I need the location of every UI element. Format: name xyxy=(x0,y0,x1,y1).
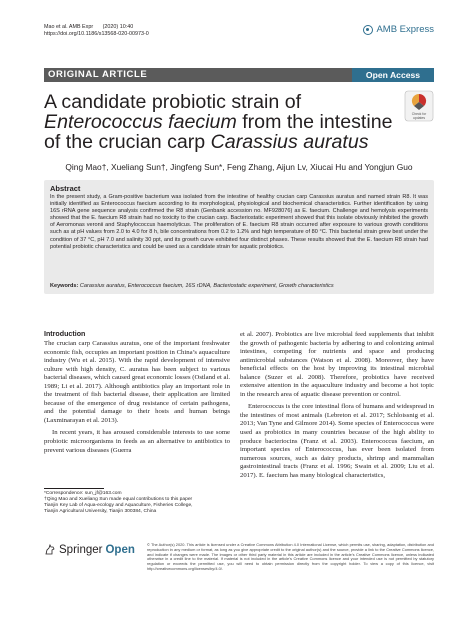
brand-name: AMB Express xyxy=(376,24,434,35)
journal-brand xyxy=(363,24,434,35)
introduction-heading: Introduction xyxy=(44,330,86,338)
year-line: (2020) 10:40 xyxy=(102,24,134,30)
publisher-open: Open xyxy=(105,544,135,556)
right-paragraph-2: Enterococcus is the core intestinal flora of humans and widespread in the intestines of most animals (Lebreton et al. 2017; Schloissnig et al. 2013; Van Tyne and Gilmore 2014). Some species of Enterococcus were used as probiotics in many countries because of the high ability to produce bacteriocins (Franz et al. 2003). Enterococcus faecium, an important species of Enterococcus, has ever been isolated from numerous sources, such as dairy products, shrimp and mammalian gastrointestinal tracts (Franz et al. 1996; Swain et al. 2009; Liu et al. 2017). E. faecium has many biological characteristics, xyxy=(240,403,434,479)
license-text: © The Author(s) 2020. This article is licensed under a Creative Commons Attribution 4.0 International License, which permits use, sharing, adaptation, distribution and reproduction in any medium or format, as long as you give appropriate credit to the original author(s) and the source, provide a link to the Creative Commons licence, and indicate if changes were made. The images or other third party material in this article are included in the article’s Creative Commons licence, unless indicated otherwise in a credit line to the material. If material is not included in the article’s Creative Commons licence and your intended use is not permitted by statutory regulation or exceeds the permitted use, you will need to obtain permission directly from the copyright holder. To view a copy of this licence, visit http://creativecommons.org/licenses/by/4.0/. xyxy=(147,542,434,571)
keywords xyxy=(50,283,428,290)
publisher-name: Springer xyxy=(59,544,103,556)
affiliation-line-1: Tianjin Key Lab of Aqua-ecology and Aquaculture, Fisheries College, xyxy=(44,503,193,509)
equal-contribution-line: †Qing Mao and Xueliang Sun made equal contributions to this paper xyxy=(44,497,193,503)
article-title xyxy=(44,92,394,152)
footnote-divider xyxy=(44,488,104,489)
affiliation-line-2: Tianjin Agricultural University, Tianjin 300384, China xyxy=(44,509,157,515)
title-italic-1: Enterococcus faecium xyxy=(44,111,237,133)
crossmark-line1: Check for xyxy=(411,112,427,116)
keywords-label: Keywords: xyxy=(50,283,79,289)
article-type-bar: ORIGINAL ARTICLE xyxy=(44,68,352,82)
body-left-column xyxy=(44,340,230,455)
open-access-badge: Open Access xyxy=(352,68,434,82)
body-right-column xyxy=(240,331,434,480)
amb-logo-icon xyxy=(363,25,373,35)
title-text-2: from the intestine of the crucian carp xyxy=(44,111,393,153)
check-for-updates-icon[interactable] xyxy=(404,90,434,122)
right-paragraph-1: et al. 2007). Probiotics are live microbial feed supplements that inhibit the growth of pathogenic bacteria by adhering to and colonizing animal intestines, competing for nutrients and space and producing antimicrobial substances (Watson et al. 2008). Moreover, they have beneficial effects on the host by improving its intestinal microbial balance (Suzer et al. 2008). Therefore, probiotics have received extensive attention in the aquaculture industry and become a hot topic in the research area of aquatic disease prevention or control. xyxy=(240,331,434,398)
keywords-list: Carassius auratus, Enterococcus faecium, 16S rDNA, Bacteriostatic experiment, Growth characteristics xyxy=(79,283,334,289)
title-text-1: A candidate probiotic strain of xyxy=(44,91,302,113)
abstract-text: In the present study, a Gram-positive bacterium was isolated from the intestine of healthy crucian carp Carassius auratus and named strain R8. It was initially identified as Enterococcus faecium according to its morphological, physiological and biochemical characteristics. Further identification by using 16S rRNA gene sequence analysis confirmed the R8 strain (Genbank accession no. MF928076) as E. faecium. Challenge and hemolysis experiments showed that the E. faecium R8 strain had no toxicity to the crucian carp. Bacteriostatic experiment showed that this isolate obviously inhibited the growth of Aeromonas veronii and Staphylococcus haemolyticus. The proliferation of E. faecium R8 strain occurred after exposure to various growth conditions such as at pH values from 2.0 to 4.0 for 8 h, bile concentrations from 0.2 to 1.2% and high temperature of 80 °C. This bacterial strain grew best under the condition of 37 °C, pH 7.0 and salinity 30 ppt, and its growth curve exhibited four distinct phases. These results showed that the E. faecium R8 strain had potential probiotic characteristics and could be used as a candidate strain for aquatic probiotics. xyxy=(50,194,428,250)
title-italic-2: Carassius auratus xyxy=(210,131,369,153)
journal-line: Mao et al. AMB Expr xyxy=(44,24,94,30)
abstract-heading: Abstract xyxy=(50,184,81,193)
intro-paragraph-1: The crucian carp Carassius auratus, one of the important freshwater economic fish, occupies an important position in China’s aquaculture industry (Wu et al. 2015). With the rapid development of intensive culture with high density, C. auratus has been subject to various bacterial diseases, which caused great economic losses (Ostland et al. 1989; Li et al. 2017). Although antibiotics play an important role in the treatment of fish bacterial disease, their application are limited because of the emergence of drug resistance of certain pathogens, and the potential damage to their hosts and human beings (Laxminarayan et al. 2013). xyxy=(44,340,230,424)
doi-link[interactable]: https://doi.org/10.1186/s13568-020-00973-0 xyxy=(44,31,149,38)
springer-horse-icon xyxy=(44,544,56,556)
crossmark-line2: updates xyxy=(412,116,426,120)
publisher-logo xyxy=(44,544,135,556)
footnotes xyxy=(44,491,230,515)
correspondence-line: *Correspondence: sun_jf@163.com xyxy=(44,491,122,496)
intro-paragraph-2: In recent years, it has aroused considerable interests to use some probiotic microorganisms in feeds as an alternative to antibiotics to prevent various diseases (Guerra xyxy=(44,429,230,454)
article-meta xyxy=(44,24,149,38)
author-list: Qing Mao†, Xueliang Sun†, Jingfeng Sun*, Feng Zhang, Aijun Lv, Xiucai Hu and Yongjun Guo xyxy=(65,162,413,172)
